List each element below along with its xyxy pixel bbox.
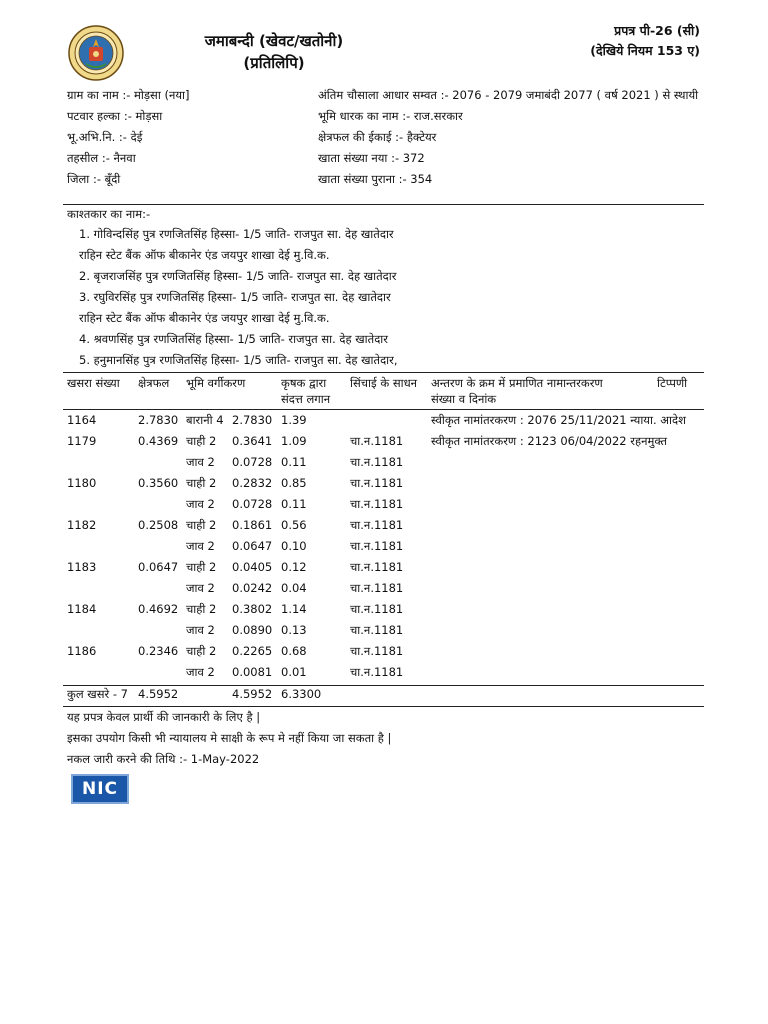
cell-irrigation: चा.न.1181 <box>350 539 404 553</box>
cell-class-area: 0.0728 <box>232 455 273 469</box>
table-row <box>0 581 768 601</box>
cell-khasra: 1164 <box>67 413 97 427</box>
cell-class: चाही 2 <box>186 434 217 448</box>
cultivator-line: 5. हनुमानसिंह पुत्र रणजितसिंह हिस्सा- 1/5 जाति- राजपुत सा. देह खातेदार, <box>79 353 398 367</box>
cell-irrigation: चा.न.1181 <box>350 497 404 511</box>
cell-irrigation: चा.न.1181 <box>350 623 404 637</box>
cell-rent: 0.13 <box>281 623 307 637</box>
cell-khasra: 1184 <box>67 602 97 616</box>
divider <box>63 204 704 205</box>
cell-irrigation: चा.न.1181 <box>350 644 404 658</box>
patwar-circle: पटवार हल्का :- मोड़सा <box>67 109 163 123</box>
cultivator-line: राहिन स्टेट बैंक ऑफ बीकानेर एंड जयपुर शाखा देई मु.वि.क. <box>79 248 330 262</box>
district: जिला :- बूँदी <box>67 172 121 186</box>
cell-rent: 0.56 <box>281 518 307 532</box>
cell-class: जाव 2 <box>186 623 215 637</box>
cell-class: जाव 2 <box>186 497 215 511</box>
cell-rent: 0.10 <box>281 539 307 553</box>
divider <box>63 685 704 686</box>
issue-date: नकल जारी करने की तिथि :- 1-May-2022 <box>67 752 260 766</box>
table-row <box>0 413 768 433</box>
cultivator-line: 3. रघुविरसिंह पुत्र रणजितसिंह हिस्सा- 1/5 जाति- राजपुत सा. देह खातेदार <box>79 290 391 304</box>
cultivator-line: राहिन स्टेट बैंक ऑफ बीकानेर एंड जयपुर शाखा देई मु.वि.क. <box>79 311 330 325</box>
cell-class-area: 0.0405 <box>232 560 273 574</box>
table-row <box>0 602 768 622</box>
cell-class: जाव 2 <box>186 539 215 553</box>
cell-area: 0.4692 <box>138 602 179 616</box>
total-rent: 6.3300 <box>281 687 322 701</box>
form-number: प्रपत्र पी-26 (सी) <box>614 23 700 38</box>
cell-irrigation: चा.न.1181 <box>350 665 404 679</box>
cell-class: जाव 2 <box>186 581 215 595</box>
cell-rent: 1.39 <box>281 413 307 427</box>
cultivator-line: 4. श्रवणसिंह पुत्र रणजितसिंह हिस्सा- 1/5 जाति- राजपुत सा. देह खातेदार <box>79 332 388 346</box>
table-row <box>0 455 768 475</box>
cell-khasra: 1180 <box>67 476 97 490</box>
cell-irrigation: चा.न.1181 <box>350 518 404 532</box>
divider <box>63 409 704 410</box>
footer-legal-note: इसका उपयोग किसी भी न्यायालय मे साक्षी के रूप मे नहीं किया जा सकता है | <box>67 731 392 745</box>
col-header-khasra: खसरा संख्या <box>67 376 120 390</box>
cell-class-area: 2.7830 <box>232 413 273 427</box>
cell-rent: 1.09 <box>281 434 307 448</box>
cell-class-area: 0.0242 <box>232 581 273 595</box>
table-row <box>0 434 768 454</box>
cultivator-line: 2. बृजराजसिंह पुत्र रणजितसिंह हिस्सा- 1/5 जाति- राजपुत सा. देह खातेदार <box>79 269 397 283</box>
cell-class: चाही 2 <box>186 560 217 574</box>
cell-mutation: स्वीकृत नामांतरकरण : 2123 06/04/2022 रहनमुक्त <box>431 434 668 448</box>
cell-class-area: 0.2265 <box>232 644 273 658</box>
table-row <box>0 644 768 664</box>
cell-rent: 0.68 <box>281 644 307 658</box>
footer-disclaimer: यह प्रपत्र केवल प्रार्थी की जानकारी के लिए है | <box>67 710 261 724</box>
cell-rent: 0.01 <box>281 665 307 679</box>
settlement-basis: अंतिम चौसाला आधार सम्वत :- 2076 - 2079 जमाबंदी 2077 ( वर्ष 2021 ) से स्थायी <box>318 88 699 102</box>
table-row <box>0 476 768 496</box>
divider <box>63 372 704 373</box>
cultivator-line: 1. गोविन्दसिंह पुत्र रणजितसिंह हिस्सा- 1/5 जाति- राजपुत सा. देह खातेदार <box>79 227 394 241</box>
account-number-new: खाता संख्या नया :- 372 <box>318 151 425 165</box>
cell-rent: 0.12 <box>281 560 307 574</box>
cell-class-area: 0.0728 <box>232 497 273 511</box>
cell-khasra: 1179 <box>67 434 97 448</box>
col-header-area: क्षेत्रफल <box>138 376 170 390</box>
area-unit: क्षेत्रफल की ईकाई :- हैक्टेयर <box>318 130 437 144</box>
landholder-name: भूमि धारक का नाम :- राज.सरकार <box>318 109 463 123</box>
table-row <box>0 518 768 538</box>
cell-class: चाही 2 <box>186 476 217 490</box>
cell-irrigation: चा.न.1181 <box>350 581 404 595</box>
cell-khasra: 1182 <box>67 518 97 532</box>
cell-rent: 0.11 <box>281 497 307 511</box>
cultivators-heading: काश्तकार का नाम:- <box>67 207 151 221</box>
total-area: 4.5952 <box>138 687 179 701</box>
cell-class: बारानी 4 <box>186 413 224 427</box>
cell-class: जाव 2 <box>186 665 215 679</box>
nic-logo: NIC <box>71 774 129 804</box>
cell-area: 0.2508 <box>138 518 179 532</box>
table-row <box>0 623 768 643</box>
col-header-mutation-line2: संख्या व दिनांक <box>431 392 497 406</box>
col-header-classification: भूमि वर्गीकरण <box>186 376 246 390</box>
cell-area: 0.0647 <box>138 560 179 574</box>
cell-class-area: 0.2832 <box>232 476 273 490</box>
col-header-mutation: अन्तरण के क्रम में प्रमाणित नामान्तरकरण <box>431 376 603 390</box>
rajasthan-emblem-icon <box>68 25 124 81</box>
cell-rent: 1.14 <box>281 602 307 616</box>
cell-rent: 0.85 <box>281 476 307 490</box>
cell-class-area: 0.3802 <box>232 602 273 616</box>
table-row <box>0 497 768 517</box>
account-number-old: खाता संख्या पुराना :- 354 <box>318 172 433 186</box>
cell-irrigation: चा.न.1181 <box>350 476 404 490</box>
table-row <box>0 560 768 580</box>
total-class-area: 4.5952 <box>232 687 273 701</box>
cell-irrigation: चा.न.1181 <box>350 560 404 574</box>
col-header-rent-line2: संदत्त लगान <box>281 392 331 406</box>
cell-class: चाही 2 <box>186 602 217 616</box>
table-row <box>0 665 768 685</box>
cell-area: 0.4369 <box>138 434 179 448</box>
cell-class: चाही 2 <box>186 644 217 658</box>
rule-reference: (देखिये नियम 153 ए) <box>590 43 700 58</box>
cell-class-area: 0.3641 <box>232 434 273 448</box>
cell-class: जाव 2 <box>186 455 215 469</box>
cell-area: 0.2346 <box>138 644 179 658</box>
cell-rent: 0.04 <box>281 581 307 595</box>
cell-mutation: स्वीकृत नामांतरकरण : 2076 25/11/2021 न्याया. आदेश <box>431 413 686 427</box>
cell-class-area: 0.0890 <box>232 623 273 637</box>
cell-class-area: 0.0081 <box>232 665 273 679</box>
cell-khasra: 1186 <box>67 644 97 658</box>
col-header-irrigation: सिंचाई के साधन <box>350 376 418 390</box>
document-subtitle: (प्रतिलिपि) <box>243 54 305 72</box>
cell-khasra: 1183 <box>67 560 97 574</box>
cell-irrigation: चा.न.1181 <box>350 434 404 448</box>
col-header-remarks: टिप्पणी <box>657 376 688 390</box>
cell-class: चाही 2 <box>186 518 217 532</box>
cell-class-area: 0.1861 <box>232 518 273 532</box>
tehsil: तहसील :- नैनवा <box>67 151 136 165</box>
cell-irrigation: चा.न.1181 <box>350 602 404 616</box>
table-row <box>0 539 768 559</box>
cell-area: 0.3560 <box>138 476 179 490</box>
total-khasra-count: कुल खसरे - 7 <box>67 687 128 701</box>
col-header-rent: कृषक द्वारा <box>281 376 327 390</box>
totals-row <box>0 687 768 707</box>
land-record-inspector: भू.अभि.नि. :- देई <box>67 130 143 144</box>
cell-area: 2.7830 <box>138 413 179 427</box>
divider <box>63 706 704 707</box>
cell-class-area: 0.0647 <box>232 539 273 553</box>
document-title: जमाबन्दी (खेवट/खतोनी) <box>204 32 344 50</box>
village-name: ग्राम का नाम :- मोड़सा (नया] <box>67 88 190 102</box>
cell-rent: 0.11 <box>281 455 307 469</box>
cell-irrigation: चा.न.1181 <box>350 455 404 469</box>
